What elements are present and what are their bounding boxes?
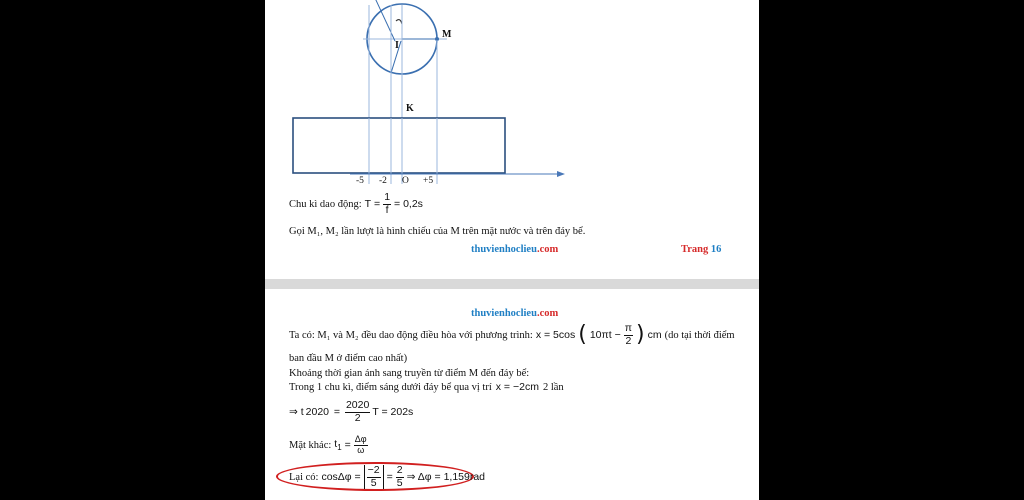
delta-phi-result: ⇒ Δφ = 1,159rad <box>406 471 486 483</box>
equals-sign: = <box>344 439 351 451</box>
equation-tail: (do tại thời điểm <box>664 329 735 341</box>
site-name: thuvienhoclieu <box>471 308 537 319</box>
t1-numerator: Δφ <box>354 434 367 445</box>
text-line: ban đầu M ở điểm cao nhất) <box>289 353 408 364</box>
cos-fraction <box>396 465 404 488</box>
t2020-arrow: ⇒ t <box>289 406 304 418</box>
passes-text: Trong 1 chu kì, điểm sáng dưới đáy bể qua vị trí <box>289 381 492 393</box>
site-domain: .com <box>536 308 559 319</box>
period-fraction <box>383 192 391 215</box>
period-T: T <box>364 198 372 210</box>
paren-close: ) <box>635 322 645 347</box>
period-equals: = <box>374 198 381 210</box>
t1-var: t <box>334 437 338 450</box>
t2020-formula <box>289 399 413 425</box>
abs-numerator: −2 <box>367 464 380 477</box>
point-I-label: I <box>395 40 399 51</box>
pi-denominator: 2 <box>625 334 632 347</box>
period-numerator: 1 <box>384 191 391 204</box>
t2020-subscript: 2020 <box>305 406 329 418</box>
text-line: Khoảng thời gian ánh sang truyền từ điểm M đến đáy bể: <box>289 368 530 379</box>
site-domain: .com <box>536 244 559 255</box>
period-denominator: f <box>385 203 389 216</box>
page-label: Trang <box>681 244 709 255</box>
period-formula <box>289 193 423 215</box>
cos-formula <box>289 464 485 490</box>
equation-start: x = 5cos <box>535 329 576 341</box>
site-watermark <box>471 308 558 319</box>
document-page-2 <box>265 289 759 500</box>
t2020-result: T = 202s <box>372 406 414 418</box>
point-K-label: K <box>406 103 414 114</box>
equation-inner: 10πt − <box>589 329 621 341</box>
pi-over-two <box>624 323 633 346</box>
page-number-label <box>681 244 721 255</box>
cos-numerator: 2 <box>396 464 403 477</box>
equation-unit: cm <box>647 329 662 341</box>
passes-count: 2 lần <box>542 381 564 393</box>
projection-text: Gọi M₁, M₂ lần lượt là hình chiếu của M trên mặt nước và trên đáy bể. <box>289 226 586 237</box>
point-M-label: M <box>442 29 452 40</box>
equals-sign: = <box>386 471 393 483</box>
tick-label: -5 <box>356 176 364 186</box>
t1-formula <box>289 432 368 458</box>
tick-label: O <box>402 176 409 186</box>
site-name: thuvienhoclieu <box>471 244 537 255</box>
period-result: = 0,2s <box>394 198 423 210</box>
text-line <box>289 381 564 393</box>
period-label: Chu kì dao động: <box>289 198 362 210</box>
equals-sign: = <box>331 406 343 418</box>
paren-open: ( <box>578 322 587 347</box>
tick-label: +5 <box>423 176 434 186</box>
t1-variable <box>334 438 341 452</box>
equation-line <box>289 321 735 349</box>
t1-fraction <box>354 435 368 455</box>
absolute-value <box>364 465 384 488</box>
page-number: 16 <box>710 244 722 255</box>
cos-label: Lại có: <box>289 471 319 483</box>
equation-intro: Ta có: M₁ và M₂ đều dao động điều hòa với phương trình: <box>289 329 533 341</box>
physics-diagram <box>265 0 759 190</box>
abs-fraction <box>367 465 381 488</box>
site-watermark <box>471 244 558 255</box>
t2020-numerator: 2020 <box>345 399 370 412</box>
t2020-fraction <box>345 400 370 423</box>
document-page-1 <box>265 0 759 279</box>
t1-label: Mặt khác: <box>289 439 332 451</box>
cos-lhs: cosΔφ = <box>321 471 361 483</box>
t2020-denominator: 2 <box>354 411 361 424</box>
t1-subscript: 1 <box>337 443 342 453</box>
pi-numerator: π <box>624 322 632 335</box>
cos-denominator: 5 <box>396 476 403 489</box>
abs-denominator: 5 <box>370 476 377 489</box>
water-tank <box>293 118 505 173</box>
tick-label: -2 <box>379 176 387 186</box>
angle-arc <box>396 20 402 24</box>
page-separator <box>265 279 759 289</box>
position-equation: x = −2cm <box>495 381 539 393</box>
t1-denominator: ω <box>357 444 365 455</box>
x-axis-arrowhead <box>557 171 565 177</box>
